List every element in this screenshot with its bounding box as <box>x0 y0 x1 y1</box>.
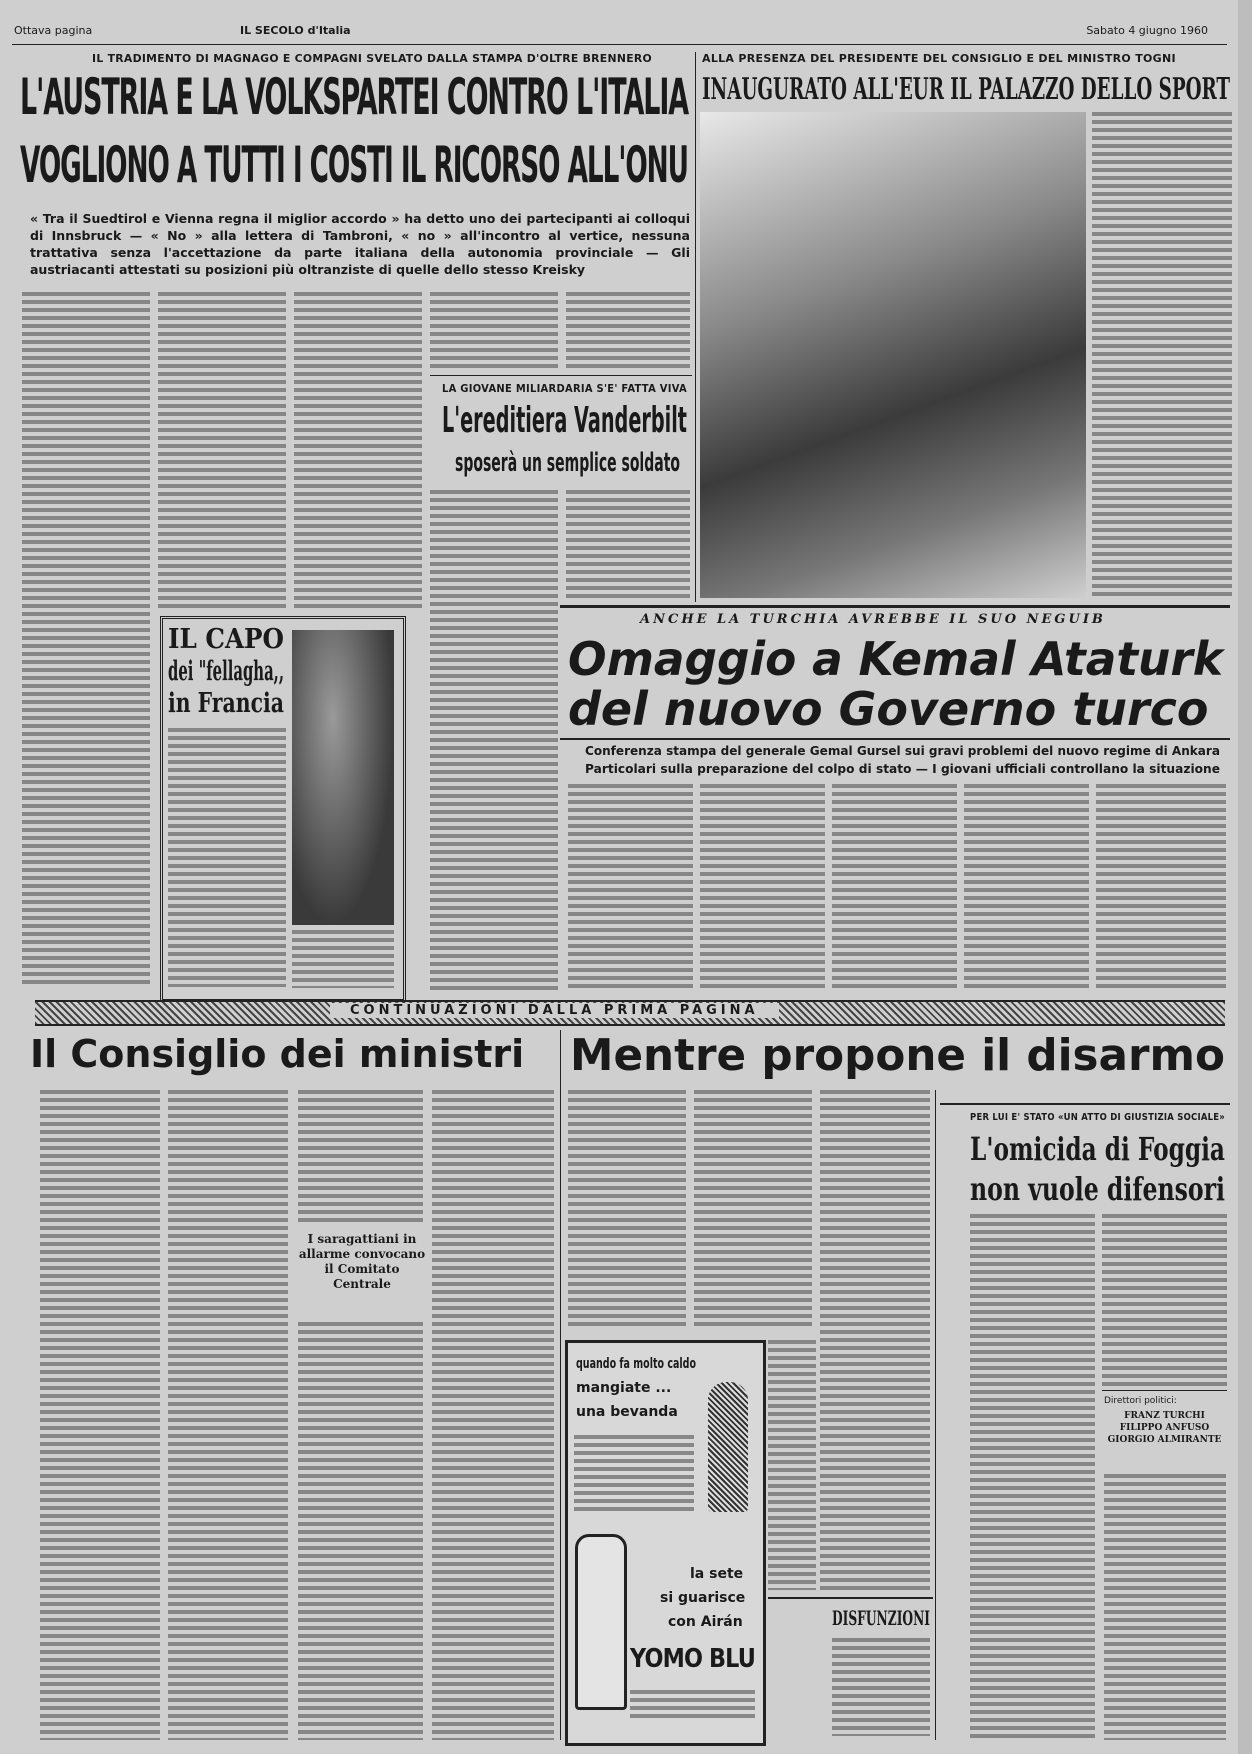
turchia-headline-1: Omaggio a Kemal Ataturk <box>568 632 1223 686</box>
figure-with-palm-illustration <box>708 1382 748 1512</box>
turchia-summary-2: Particolari sulla preparazione del colpo di stato — I giovani ufficiali controllano la situazione <box>585 761 1220 776</box>
ad-line: la sete <box>690 1566 744 1582</box>
article-body <box>1102 1214 1227 1386</box>
article-body <box>430 292 558 368</box>
ad-line: quando fa molto caldo <box>576 1356 696 1372</box>
vanderbilt-headline: L'ereditiera Vanderbilt <box>442 400 687 441</box>
issue-date: Sabato 4 giugno 1960 <box>1086 24 1208 37</box>
article-body <box>566 292 690 368</box>
article-body <box>298 1322 423 1740</box>
divider <box>768 1597 933 1599</box>
divider <box>560 738 1230 740</box>
divider <box>12 44 1227 45</box>
austria-summary: « Tra il Suedtirol e Vienna regna il miglior accordo » ha detto uno dei partecipanti ai colloqui di Innsbruck — « No » alla lettera di Tambroni, « no » all'incontro al vertice, nessuna trattativa senza l'accettazione da parte italiana della autonomia provinciale — Gli austriacanti attestati su posizioni più oltranziste di quelle dello stesso Kreisky <box>30 211 690 277</box>
ad-line: con Airán <box>668 1614 743 1630</box>
divider <box>695 52 696 602</box>
foggia-headline-1: L'omicida di Foggia <box>970 1130 1225 1168</box>
article-body <box>430 490 558 990</box>
article-body <box>292 930 394 988</box>
article-body <box>22 292 150 988</box>
capo-line-2: dei "fellagha,, <box>168 656 284 687</box>
foggia-headline-2: non vuole difensori <box>970 1170 1225 1208</box>
page-number: Ottava pagina <box>14 24 93 37</box>
divider <box>940 1103 1230 1105</box>
article-body <box>298 1090 423 1226</box>
yomo-brand: YOMO BLU <box>630 1644 756 1674</box>
article-body <box>768 1340 816 1590</box>
turchia-kicker: ANCHE LA TURCHIA AVREBBE IL SUO NEGUIB <box>640 612 1106 627</box>
ad-small-text <box>630 1690 755 1718</box>
divider <box>430 375 692 376</box>
disfunzioni-ad-title: DISFUNZIONI <box>832 1606 930 1630</box>
austria-kicker: IL TRADIMENTO DI MAGNAGO E COMPAGNI SVELATO DALLA STAMPA D'OLTRE BRENNERO <box>92 52 653 65</box>
article-body <box>1092 112 1232 600</box>
austria-headline-2: VOGLIONO A TUTTI I COSTI IL RICORSO ALL'ONU <box>20 136 688 194</box>
consiglio-headline: Il Consiglio dei ministri <box>30 1032 525 1076</box>
turchia-summary-1: Conferenza stampa del generale Gemal Gursel sui gravi problemi del nuovo regime di Ankara <box>585 743 1220 758</box>
divider <box>560 605 1230 608</box>
colophon-text <box>1104 1474 1226 1740</box>
article-body <box>566 490 690 600</box>
article-body <box>832 784 957 992</box>
ad-line: una bevanda <box>576 1404 678 1420</box>
ad-small-text <box>574 1435 694 1515</box>
paper-name: IL SECOLO d'Italia <box>240 24 351 37</box>
saragattiani-subhead: I saragattiani in allarme convocano il Comitato Centrale <box>298 1232 426 1291</box>
ad-line: mangiate ... <box>576 1380 672 1396</box>
article-body <box>158 292 286 612</box>
capo-line-1: IL CAPO <box>168 624 285 655</box>
sport-kicker: ALLA PRESENZA DEL PRESIDENTE DEL CONSIGLIO E DEL MINISTRO TOGNI <box>702 52 1176 65</box>
yomo-bottle-illustration <box>575 1534 627 1710</box>
capo-line-3: in Francia <box>168 688 284 719</box>
vanderbilt-subhead: sposerà un semplice soldato <box>455 448 681 478</box>
ad-line: si guarisce <box>660 1590 746 1606</box>
article-body <box>700 784 825 992</box>
vanderbilt-kicker: LA GIOVANE MILIARDARIA S'E' FATTA VIVA <box>442 382 687 395</box>
article-body <box>964 784 1089 992</box>
article-body <box>694 1090 812 1330</box>
article-body <box>168 1090 288 1740</box>
article-body <box>568 784 693 992</box>
continuations-banner-title: CONTINUAZIONI DALLA PRIMA PAGINA <box>330 1003 779 1018</box>
directors-names <box>1102 1410 1227 1446</box>
director-name: FRANZ TURCHI <box>1124 1411 1205 1421</box>
divider <box>560 1030 561 1740</box>
article-body <box>294 292 422 612</box>
sport-headline: INAUGURATO ALL'EUR IL PALAZZO DELLO SPORT <box>702 72 1231 107</box>
article-body <box>820 1090 930 1590</box>
article-body <box>568 1090 686 1330</box>
divider <box>935 1090 936 1740</box>
article-body <box>432 1090 554 1740</box>
turchia-headline-2: del nuovo Governo turco <box>568 682 1209 736</box>
ad-small-text <box>832 1638 930 1736</box>
palazzo-sport-photo <box>700 112 1086 598</box>
director-name: GIORGIO ALMIRANTE <box>1107 1435 1222 1445</box>
austria-headline-1: L'AUSTRIA E LA VOLKSPARTEI CONTRO L'ITALIA <box>20 68 689 126</box>
article-body <box>40 1090 160 1740</box>
article-body <box>1096 784 1226 992</box>
foggia-kicker: PER LUI E' STATO «UN ATTO DI GIUSTIZIA SOCIALE» <box>970 1112 1226 1123</box>
article-body <box>168 728 286 987</box>
capo-photo <box>292 630 394 925</box>
divider <box>1102 1390 1227 1391</box>
directors-label: Direttori politici: <box>1104 1396 1177 1406</box>
article-body <box>970 1214 1095 1740</box>
director-name: FILIPPO ANFUSO <box>1119 1423 1210 1433</box>
disarmo-headline: Mentre propone il disarmo <box>570 1030 1225 1081</box>
